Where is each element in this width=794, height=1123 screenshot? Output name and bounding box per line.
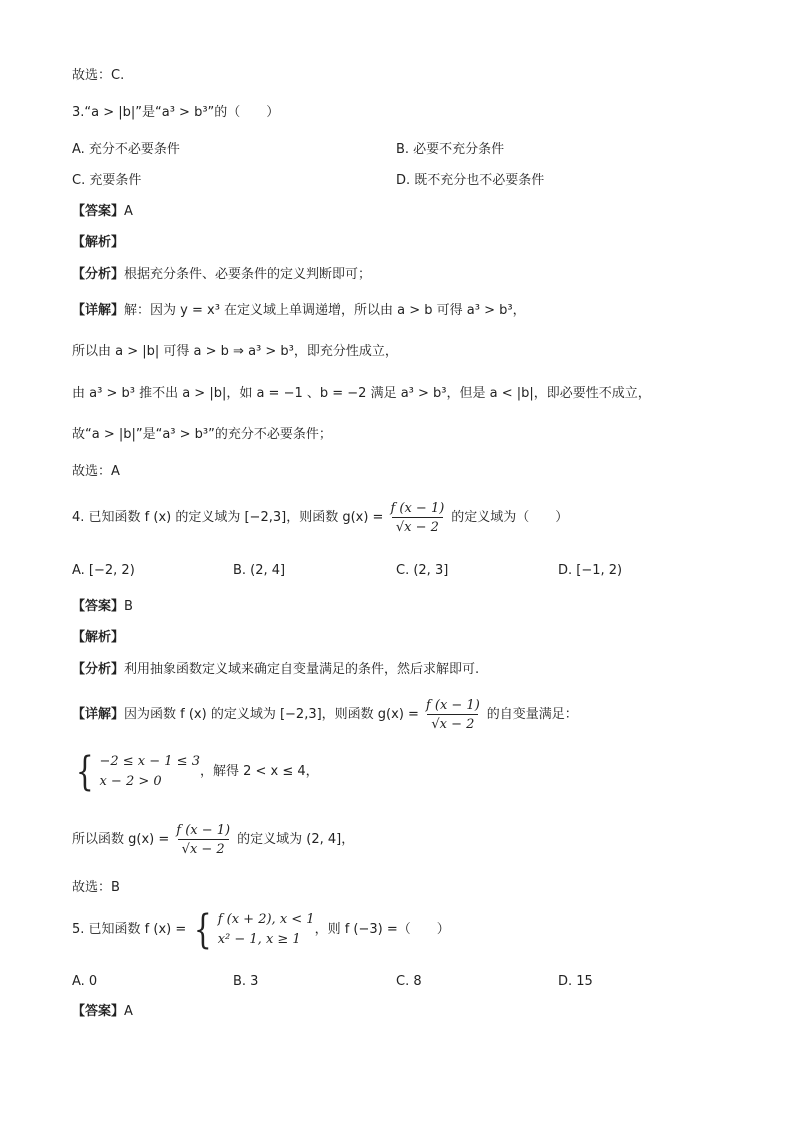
q3-option-c: C. 充要条件 xyxy=(72,173,142,188)
left-brace-icon: { xyxy=(194,907,212,953)
answer-value: B xyxy=(124,599,133,614)
system-row-2: x − 2 > 0 xyxy=(99,774,162,789)
fraction-denominator: √x − 2 xyxy=(427,714,478,732)
detail-tag: 【详解】 xyxy=(72,303,125,318)
q5-option-c: C. 8 xyxy=(396,974,422,989)
q4-detail-line-1 xyxy=(72,693,578,737)
q3-jiexi-heading: 【解析】 xyxy=(72,235,125,250)
inequality-system xyxy=(72,749,200,795)
q4-conclusion-fraction xyxy=(172,823,234,857)
final-choice-q2: 故选：C. xyxy=(72,68,125,83)
question-3: 3.“a > |b|”是“a³ > b³”的（ ） xyxy=(72,105,280,120)
answer-tag: 【答案】 xyxy=(72,204,125,219)
q4-detail-fraction xyxy=(422,698,484,732)
q4-text-post: 的定义域为（ ） xyxy=(451,510,569,525)
system-row-1: −2 ≤ x − 1 ≤ 3 xyxy=(99,754,200,769)
piecewise-function xyxy=(190,907,315,953)
fraction-numerator: f (x − 1) xyxy=(176,823,231,838)
q4-option-a: A. [−2, 2) xyxy=(72,563,135,578)
q4-detail-line-3 xyxy=(72,818,354,862)
detail-text-pre: 所以函数 g(x) = xyxy=(72,832,170,847)
piece-row-2: x² − 1, x ≥ 1 xyxy=(217,932,301,947)
q4-option-b: B. (2, 4] xyxy=(233,563,286,578)
detail-tag: 【详解】 xyxy=(72,707,125,722)
q5-answer xyxy=(72,1003,133,1021)
fraction-denominator: √x − 2 xyxy=(178,839,229,857)
detail-text-post: 的自变量满足： xyxy=(486,707,578,722)
fraction-numerator: f (x − 1) xyxy=(425,698,480,713)
q4-analysis xyxy=(72,661,479,679)
q3-option-d: D. 既不充分也不必要条件 xyxy=(396,173,545,188)
q3-detail-line-1 xyxy=(72,302,526,320)
q3-detail-line-4: 故“a > |b|”是“a³ > b³”的充分不必要条件； xyxy=(72,427,332,442)
q5-option-d: D. 15 xyxy=(558,974,593,989)
q4-jiexi-heading: 【解析】 xyxy=(72,630,125,645)
q3-answer xyxy=(72,203,133,221)
q4-answer xyxy=(72,598,133,616)
system-result: ，解得 2 < x ≤ 4， xyxy=(199,764,319,779)
detail-text-post: 的定义域为 (2, 4]， xyxy=(237,832,355,847)
q5-text-post: ，则 f (−3) =（ ） xyxy=(314,922,450,937)
analysis-text: 根据充分条件、必要条件的定义判断即可； xyxy=(124,267,372,282)
q4-final-choice: 故选：B xyxy=(72,880,120,895)
answer-value: A xyxy=(124,204,133,219)
answer-value: A xyxy=(124,1004,133,1019)
analysis-tag: 【分析】 xyxy=(72,267,125,282)
question-4 xyxy=(72,496,568,540)
q3-analysis xyxy=(72,266,371,284)
q3-detail-line-2: 所以由 a > |b| 可得 a > b ⇒ a³ > b³，即充分性成立， xyxy=(72,344,398,359)
q3-option-b: B. 必要不充分条件 xyxy=(396,142,505,157)
q4-option-d: D. [−1, 2) xyxy=(558,563,623,578)
q3-option-a: A. 充分不必要条件 xyxy=(72,142,180,157)
left-brace-icon: { xyxy=(75,749,94,795)
q3-final-choice: 故选：A xyxy=(72,464,120,479)
detail-text-pre: 因为函数 f (x) 的定义域为 [−2,3]，则函数 g(x) = xyxy=(124,707,419,722)
q5-option-b: B. 3 xyxy=(233,974,259,989)
detail-text: 解：因为 y = x³ 在定义域上单调递增，所以由 a > b 可得 a³ > b³， xyxy=(124,303,526,318)
q4-fraction xyxy=(386,501,448,535)
fraction-numerator: f (x − 1) xyxy=(390,501,445,516)
q4-option-c: C. (2, 3] xyxy=(396,563,449,578)
analysis-text: 利用抽象函数定义域来确定自变量满足的条件，然后求解即可. xyxy=(124,662,480,677)
analysis-tag: 【分析】 xyxy=(72,662,125,677)
q4-system xyxy=(72,749,319,795)
answer-tag: 【答案】 xyxy=(72,599,125,614)
piece-row-1: f (x + 2), x < 1 xyxy=(217,912,315,927)
question-5 xyxy=(72,907,450,953)
q5-option-a: A. 0 xyxy=(72,974,98,989)
q4-text-pre: 4. 已知函数 f (x) 的定义域为 [−2,3]，则函数 g(x) = xyxy=(72,510,384,525)
fraction-denominator: √x − 2 xyxy=(392,517,443,535)
q3-detail-line-3: 由 a³ > b³ 推不出 a > |b|，如 a = −1 、b = −2 满足 a³ > b³，但是 a < |b|，即必要性不成立， xyxy=(72,386,651,401)
answer-tag: 【答案】 xyxy=(72,1004,125,1019)
q5-text-pre: 5. 已知函数 f (x) = xyxy=(72,922,187,937)
